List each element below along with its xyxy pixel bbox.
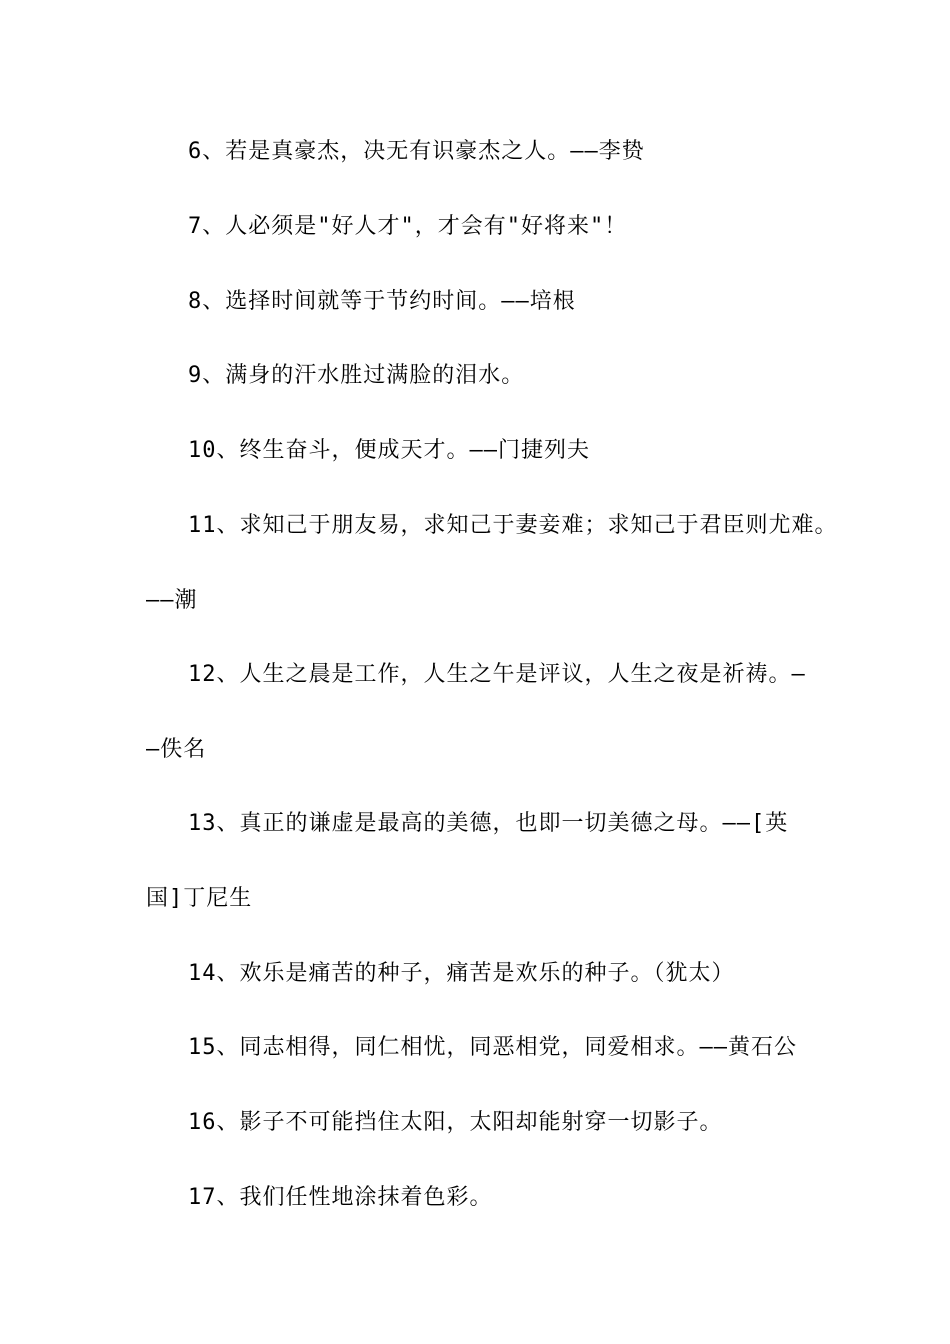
quote-line-14: 14、欢乐是痛苦的种子，痛苦是欢乐的种子。（犹太） (188, 961, 735, 986)
quote-line-15: 15、同志相得，同仁相忧，同恶相党，同爱相求。——黄石公 (188, 1035, 797, 1060)
quote-line-11-continued: ——潮 (146, 588, 198, 613)
quote-line-11: 11、求知己于朋友易，求知己于妻妾难；求知己于君臣则尤难。 (188, 513, 838, 538)
quote-line-13: 13、真正的谦虚是最高的美德，也即一切美德之母。——[英 (188, 811, 789, 836)
quote-line-9: 9、满身的汗水胜过满脸的泪水。 (188, 363, 525, 388)
quote-line-17: 17、我们任性地涂抹着色彩。 (188, 1185, 493, 1210)
quote-line-10: 10、终生奋斗，便成天才。——门捷列夫 (188, 438, 590, 463)
quote-line-12-continued: —佚名 (146, 737, 207, 762)
quote-line-12: 12、人生之晨是工作，人生之午是评议，人生之夜是祈祷。— (188, 662, 806, 687)
quote-line-13-continued: 国]丁尼生 (146, 886, 253, 911)
quote-line-16: 16、影子不可能挡住太阳，太阳却能射穿一切影子。 (188, 1110, 723, 1135)
quote-line-8: 8、选择时间就等于节约时间。——培根 (188, 289, 576, 314)
quote-line-7: 7、人必须是"好人才"，才会有"好将来"！ (188, 214, 628, 239)
quote-line-6: 6、若是真豪杰，决无有识豪杰之人。——李贽 (188, 139, 645, 164)
